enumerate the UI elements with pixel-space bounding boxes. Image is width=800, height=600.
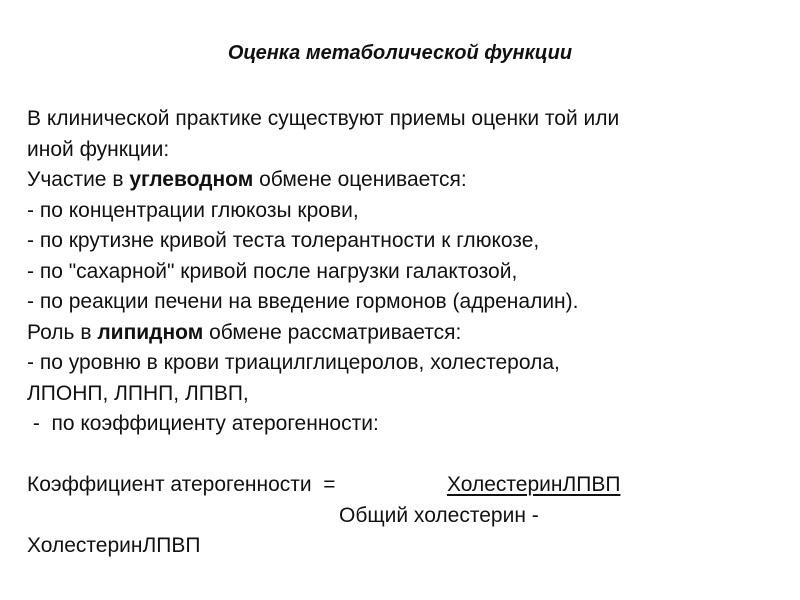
lipid-item: - по уровню в крови триацилглицеролов, холестерола, — [27, 351, 560, 374]
carb-keyword: углеводном — [129, 168, 254, 191]
formula-label: Коэффициент атерогенности = — [27, 473, 336, 496]
lipid-heading-suffix: обмене рассматривается: — [203, 320, 462, 344]
carb-heading-suffix: обмене оценивается: — [253, 168, 467, 191]
slide-title: Оценка метаболической функции — [227, 42, 573, 64]
intro-line-1: В клинической практике существуют приемы оценки той или — [27, 107, 620, 130]
formula-denominator: Общий холестерин - — [339, 503, 539, 527]
lipid-item: ЛПОНП, ЛПНП, ЛПВП, — [27, 381, 249, 405]
carb-heading-prefix: Участие в — [27, 168, 130, 191]
carb-item: - по концентрации глюкозы крови, — [27, 198, 359, 222]
lipid-heading-prefix: Роль в — [27, 320, 98, 344]
spacer — [27, 440, 787, 471]
carb-item: - по крутизне кривой теста толерантности к глюкозе, — [27, 229, 540, 252]
lipid-heading — [27, 318, 787, 349]
formula-row — [27, 470, 787, 501]
carb-item: - по реакции печени на введение гормонов (адреналин). — [27, 290, 579, 313]
carb-heading — [27, 165, 787, 196]
formula-numerator: ХолестеринЛПВП — [447, 473, 621, 496]
lipid-keyword: липидном — [97, 320, 204, 344]
lipid-item: - по коэффициенту атерогенности: — [27, 412, 379, 435]
formula-denominator-row — [27, 501, 787, 532]
slide-body — [27, 104, 787, 562]
carb-item: - по "сахарной" кривой после нагрузки галактозой, — [27, 259, 518, 283]
intro-line-2: иной функции: — [27, 137, 170, 161]
formula-continuation: ХолестеринЛПВП — [27, 534, 201, 557]
